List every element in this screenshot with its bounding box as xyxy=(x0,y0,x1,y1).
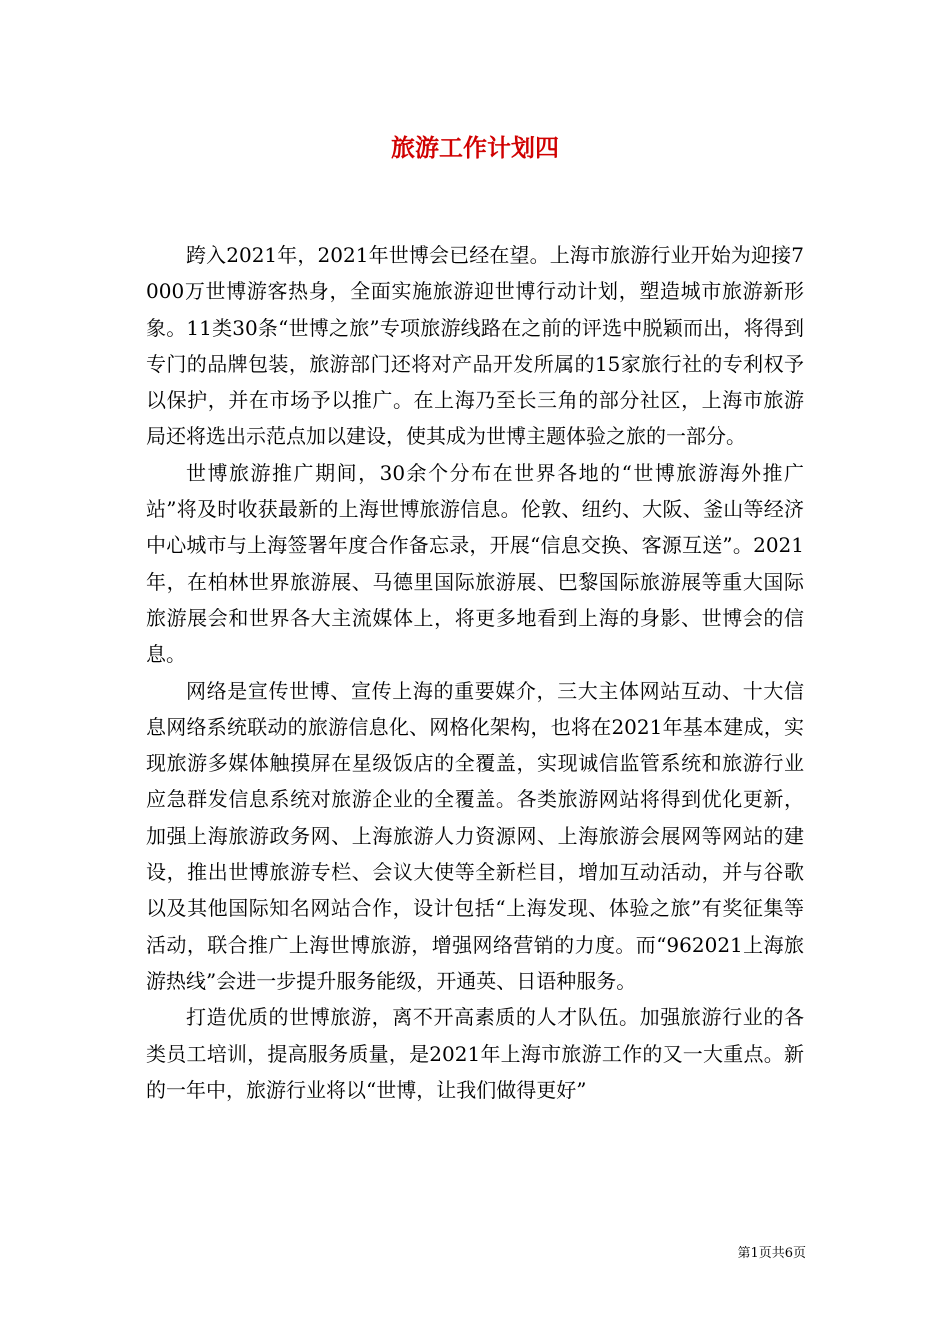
paragraph-4: 打造优质的世博旅游，离不开高素质的人才队伍。加强旅游行业的各类员工培训，提高服务质量，是2021年上海市旅游工作的又一大重点。新的一年中，旅游行业将以“世博，让我们做得更好” xyxy=(146,1005,804,1102)
page-title: 旅游工作计划四 xyxy=(391,133,559,162)
paragraph-3: 网络是宣传世博、宣传上海的重要媒介，三大主体网站互动、十大信息网络系统联动的旅游信息化、网格化架构，也将在2021年基本建成，实现旅游多媒体触摸屏在星级饭店的全覆盖，实现诚信监管系统和旅游行业应急群发信息系统对旅游企业的全覆盖。各类旅游网站将得到优化更新，加强上海旅游政务网、上海旅游人力资源网、上海旅游会展网等网站的建设，推出世博旅游专栏、会议大使等全新栏目，增加互动活动，并与谷歌以及其他国际知名网站合作，设计包括“上海发现、体验之旅”有奖征集等活动，联合推广上海世博旅游，增强网络营销的力度。而“962021上海旅游热线”会进一步提升服务能级，开通英、日语种服务。 xyxy=(146,678,804,993)
paragraph-2: 世博旅游推广期间，30余个分布在世界各地的“世博旅游海外推广站”将及时收获最新的上海世博旅游信息。伦敦、纽约、大阪、釜山等经济中心城市与上海签署年度合作备忘录，开展“信息交换、客源互送”。2021年，在柏林世界旅游展、马德里国际旅游展、巴黎国际旅游展等重大国际旅游展会和世界各大主流媒体上，将更多地看到上海的身影、世博会的信息。 xyxy=(146,460,804,667)
document-body xyxy=(146,237,804,1108)
page-number: 第1页共6页 xyxy=(737,1246,806,1261)
paragraph-1: 跨入2021年，2021年世博会已经在望。上海市旅游行业开始为迎接7000万世博游客热身，全面实施旅游迎世博行动计划，塑造城市旅游新形象。11类30条“世博之旅”专项旅游线路在之前的评选中脱颖而出，将得到专门的品牌包装，旅游部门还将对产品开发所属的15家旅行社的专利权予以保护，并在市场予以推广。在上海乃至长三角的部分社区，上海市旅游局还将选出示范点加以建设，使其成为世博主题体验之旅的一部分。 xyxy=(146,243,804,449)
